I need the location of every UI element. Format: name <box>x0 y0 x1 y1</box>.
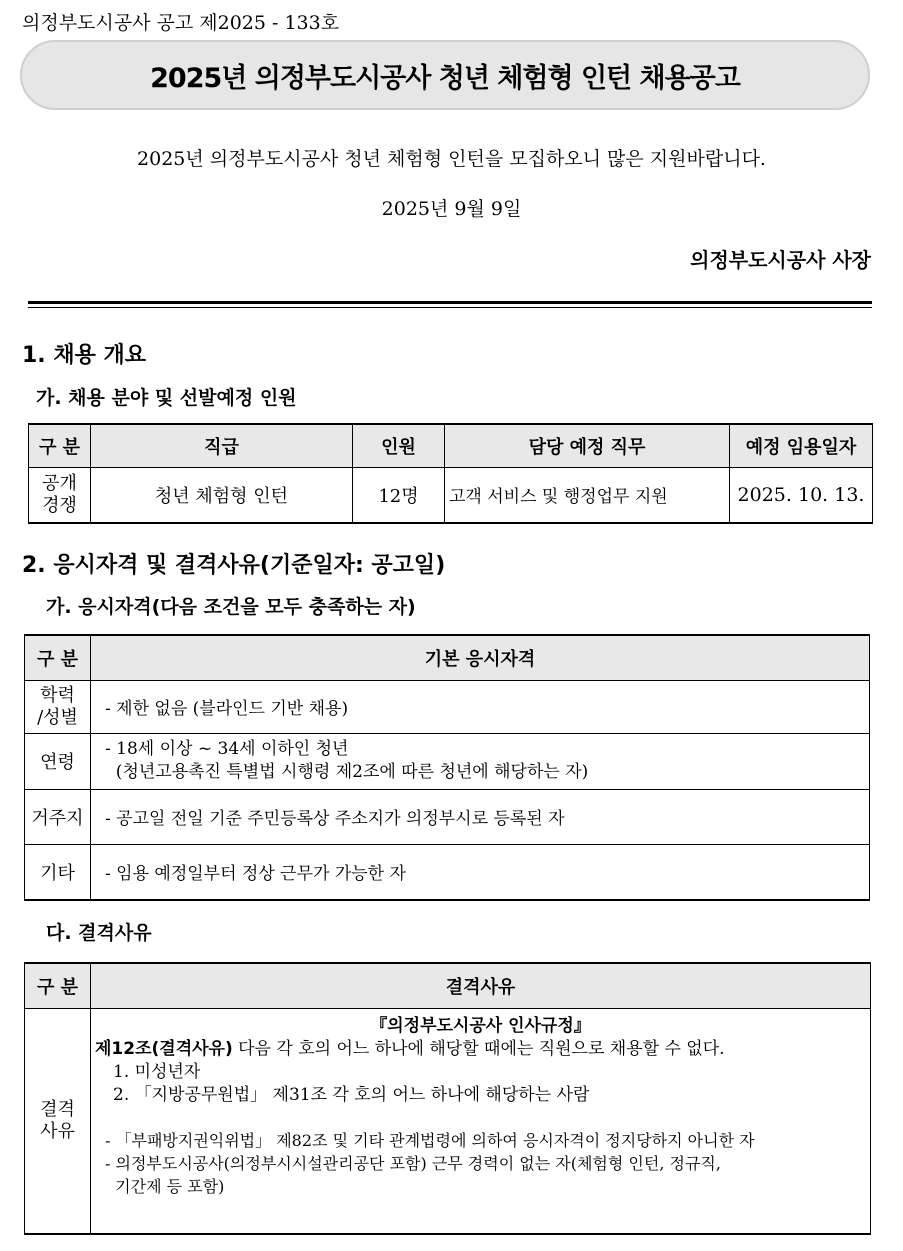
col-header-category: 구 분 <box>29 424 91 467</box>
note-3: 기간제 등 포함) <box>105 1176 225 1196</box>
article-head: 제12조(결격사유) <box>95 1038 233 1059</box>
col-header-position: 직급 <box>91 424 353 467</box>
qual-value-other: - 임용 예정일부터 정상 근무가 가능한 자 <box>91 844 870 900</box>
cell-duty: 고객 서비스 및 행정업무 지원 <box>445 467 730 523</box>
cell-appointment-date: 2025. 10. 13. <box>730 467 873 523</box>
disq-header-reason: 결격사유 <box>91 963 871 1008</box>
recruitment-table <box>28 423 873 524</box>
section2-subheading: 가. 응시자격(다음 조건을 모두 충족하는 자) <box>46 596 416 618</box>
qual-label-other: 기타 <box>25 844 91 900</box>
cell-position: 청년 체험형 인턴 <box>91 467 353 523</box>
note-2: - 의정부도시공사(의정부시시설관리공단 포함) 근무 경력이 없는 자(체험형 인턴, 정규직, <box>105 1153 721 1173</box>
disqualification-table <box>24 962 871 1235</box>
section2-heading: 2. 응시자격 및 결격사유(기준일자: 공고일) <box>22 553 446 578</box>
qual-label-residence: 거주지 <box>25 789 91 844</box>
cell-headcount: 12명 <box>353 467 445 523</box>
qual-value-residence: - 공고일 전일 기준 주민등록상 주소지가 의정부시로 등록된 자 <box>91 789 870 844</box>
col-header-appointment-date: 예정 임용일자 <box>730 424 873 467</box>
article-item-2: 2. 「지방공무원법」 제31조 각 호의 어느 하나에 해당하는 사람 <box>113 1084 590 1105</box>
qual-age-line-1: - 18세 이상 ~ 34세 이하인 청년 <box>105 739 349 759</box>
col-header-duty: 담당 예정 직무 <box>445 424 730 467</box>
qual-header-requirement: 기본 응시자격 <box>91 635 870 680</box>
cell-category: 공개 경쟁 <box>29 467 91 523</box>
qual-label-age: 연령 <box>25 733 91 789</box>
qual-label-education: 학력 /성별 <box>25 680 91 733</box>
disq-header-category: 구 분 <box>25 963 91 1008</box>
article-line <box>95 1038 866 1061</box>
qualification-table <box>24 634 870 901</box>
qual-header-category: 구 분 <box>25 635 91 680</box>
disqualification-subheading: 다. 결격사유 <box>46 922 152 944</box>
disq-label: 결격 사유 <box>25 1008 91 1234</box>
signature: 의정부도시공사 사장 <box>690 248 871 272</box>
intro-text: 2025년 의정부도시공사 청년 체험형 인턴을 모집하오니 많은 지원바랍니다. <box>137 148 766 170</box>
note-1: - 「부패방지권익위법」 제82조 및 기타 관계법령에 의하여 응시자격이 정지당하지 아니한 자 <box>105 1130 755 1150</box>
qual-age-line-2: (청년고용촉진 특별법 시행령 제2조에 따른 청년에 해당하는 자) <box>105 762 589 782</box>
notice-date: 2025년 9월 9일 <box>381 198 522 220</box>
article-item-1: 1. 미성년자 <box>113 1061 201 1082</box>
title-box <box>20 40 870 110</box>
qual-value-education: - 제한 없음 (블라인드 기반 채용) <box>91 680 870 733</box>
section1-heading: 1. 채용 개요 <box>22 343 146 368</box>
divider-thin <box>28 307 872 308</box>
divider-thick <box>28 301 872 304</box>
notice-number: 의정부도시공사 공고 제2025 - 133호 <box>22 12 340 34</box>
page-title: 2025년 의정부도시공사 청년 체험형 인턴 채용공고 <box>150 62 740 94</box>
article-text: 다음 각 호의 어느 하나에 해당할 때에는 직원으로 채용할 수 없다. <box>232 1038 725 1059</box>
regulation-title: 『의정부도시공사 인사규정』 <box>370 1015 591 1036</box>
section1-subheading: 가. 채용 분야 및 선발예정 인원 <box>36 387 297 409</box>
col-header-headcount: 인원 <box>353 424 445 467</box>
qual-value-age <box>91 733 870 789</box>
disq-content <box>91 1008 871 1234</box>
